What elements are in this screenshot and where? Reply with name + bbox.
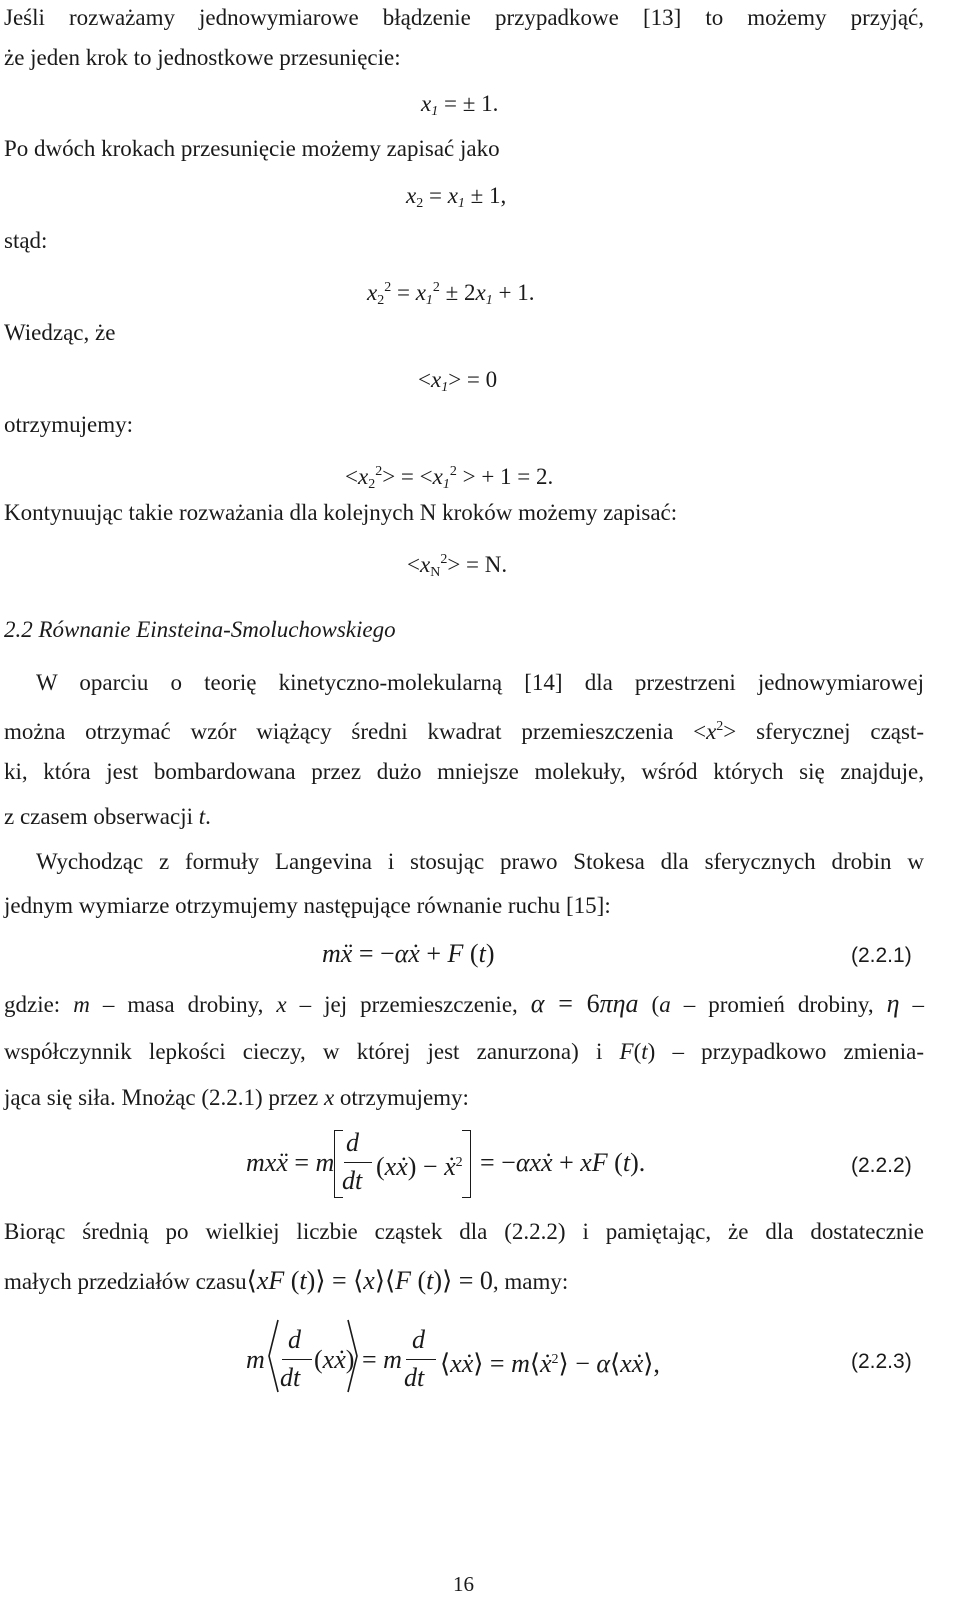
p1-line-1: W oparciu o teorię kinetyczno-molekularną [14] dla przestrzeni jednowymiarowej [36, 670, 924, 695]
equation-mean-x1: $<x_1> = 0$ [418, 367, 498, 395]
page-number: 16 [453, 1572, 474, 1596]
p1-line-3: ki, która jest bombardowana przez dużo mniejsze molekuły, wśród których się znajduje, [4, 759, 924, 784]
eqno-2-2-3: (2.2.3) [851, 1350, 912, 1373]
p2-line-2: jednym wymiarze otrzymujemy następujące równanie ruchu [15]: [4, 893, 611, 918]
stad-text: stąd: [4, 228, 48, 253]
equation-2-2-1: mẍ = −αẋ + F (t) [322, 939, 495, 968]
p3-line-2: współczynnik lepkości cieczy, w której jest zanurzona) i F(t) – przypadkowo zmienia- [4, 1039, 924, 1064]
continuing-text: Kontynuując takie rozważania dla kolejnych N kroków możemy zapisać: [4, 500, 678, 525]
equation-mean-x2-squared: $<x_2^2> = <x_1^2$ > + 1 = 2. [345, 464, 554, 492]
intro-line-1: Jeśli rozważamy jednowymiarowe błądzenie przypadkowe [13] to możemy przyjąć, [4, 5, 924, 30]
intro-line-2: że jeden krok to jednostkowe przesunięcie: [4, 45, 401, 70]
p2-line-1: Wychodząc z formuły Langevina i stosując prawo Stokesa dla sferycznych drobin w [36, 849, 924, 874]
we-get-text: otrzymujemy: [4, 412, 134, 437]
section-title: 2.2 Równanie Einsteina-Smoluchowskiego [4, 617, 396, 642]
knowing-text: Wiedząc, że [4, 320, 116, 345]
p3-line-1: gdzie: m – masa drobiny, x – jej przemieszczenie, α = 6πηa (a – promień drobiny, η – [4, 989, 925, 1018]
eqno-2-2-1: (2.2.1) [851, 944, 912, 967]
two-steps-text: Po dwóch krokach przesunięcie możemy zapisać jako [4, 136, 500, 161]
p4-line-2: małych przedziałów czasu⟨xF (t)⟩ = ⟨x⟩⟨F (t)⟩ = 0, mamy: [4, 1266, 569, 1295]
equation-x2-squared: $x_2^2 = x_1^2 \pm 2x_1 + 1$. [367, 280, 535, 308]
equation-x2: $x_2 = x_1 \pm 1$, [406, 183, 507, 211]
p4-line-1: Biorąc średnią po wielkiej liczbie cząstek dla (2.2.2) i pamiętając, że dla dostatecznie [4, 1219, 924, 1244]
p1-line-2: można otrzymać wzór wiążący średni kwadrat przemieszczenia $<x^2>$ sferycznej cząst- [4, 719, 925, 744]
p3-line-3: jąca się siła. Mnożąc (2.2.1) przez x otrzymujemy: [4, 1085, 469, 1110]
eqno-2-2-2: (2.2.2) [851, 1154, 912, 1177]
equation-mean-xn-squared: $<x_N^2> = N$. [407, 552, 508, 580]
equation-x1: $x_1$ = ± 1. [421, 91, 499, 119]
p1-line-4: z czasem obserwacji t. [4, 804, 211, 829]
